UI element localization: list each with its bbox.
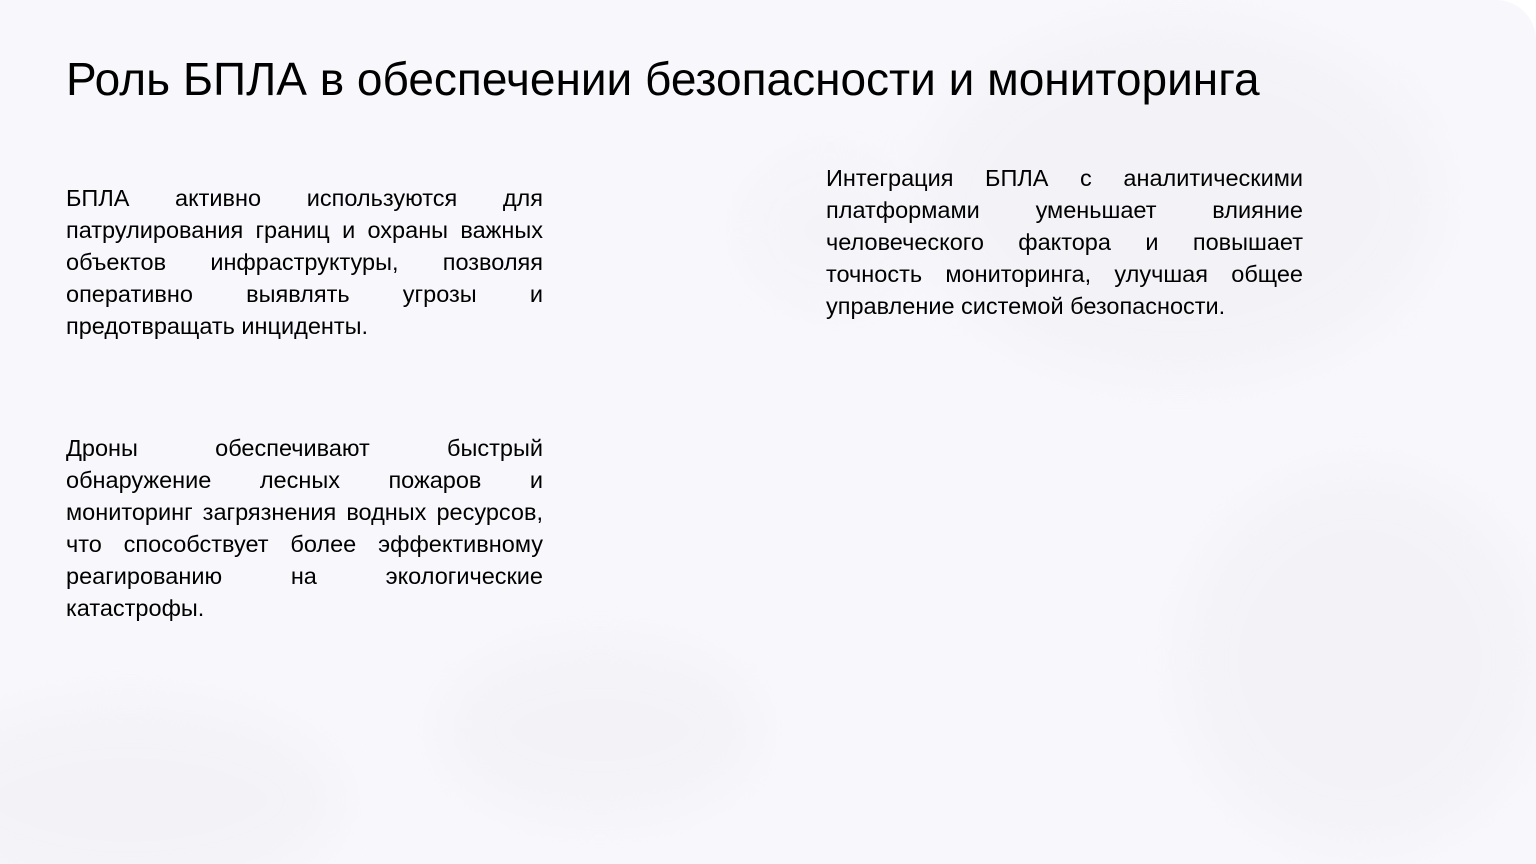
text-block-analytics-integration: Интеграция БПЛА с аналитическими платформами уменьшает влияние человеческого фактора и повышает точность мониторинга, улучшая общее управление системой безопасности. — [826, 165, 1303, 319]
background-decoration — [0, 700, 340, 864]
text-block-border-patrol: БПЛА активно используются для патрулирования границ и охраны важных объектов инфраструктуры, позволяя оперативно выявлять угрозы и предотвращать инциденты. — [66, 185, 543, 339]
background-decoration — [1180, 470, 1536, 850]
slide-title: Роль БПЛА в обеспечении безопасности и мониторинга — [66, 53, 1260, 105]
text-block-environmental-monitoring: Дроны обеспечивают быстрый обнаружение лесных пожаров и мониторинг загрязнения водных ресурсов, что способствует более эффективному реагированию на экологические катастрофы. — [66, 435, 543, 621]
background-decoration — [440, 640, 760, 820]
